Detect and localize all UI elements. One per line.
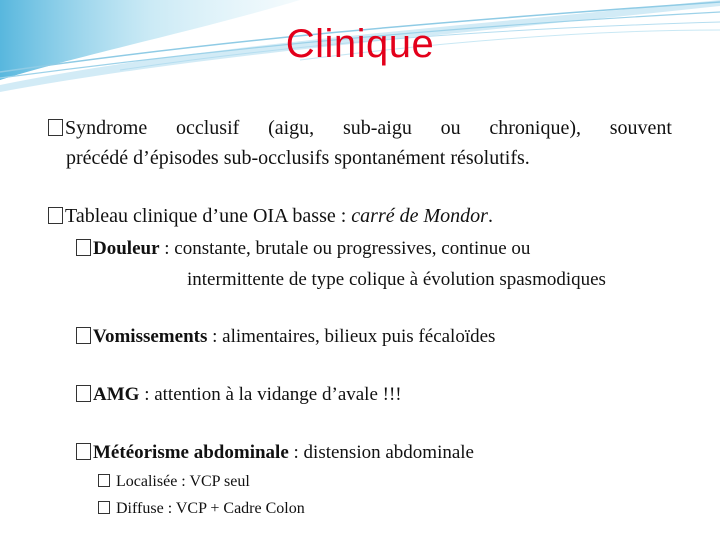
- item-vomissements: Vomissements : alimentaires, bilieux puis fécaloïdes: [76, 321, 676, 352]
- meteorisme-sub-diffuse: Diffuse : VCP + Cadre Colon: [98, 495, 305, 522]
- checkbox-square-icon: [76, 385, 91, 402]
- checkbox-square-icon: [76, 443, 91, 460]
- checkbox-square-icon: [48, 119, 63, 136]
- douleur-line-2: intermittente de type colique à évolution spasmodiques: [187, 269, 606, 290]
- item-meteorisme: Météorisme abdominale : distension abdominale: [76, 437, 676, 468]
- item-douleur: Douleur : constante, brutale ou progressives, continue ou intermittente de type colique à évolution spasmodiques: [76, 233, 676, 295]
- checkbox-square-icon: [98, 474, 110, 487]
- checkbox-square-icon: [98, 501, 110, 514]
- checkbox-square-icon: [48, 207, 63, 224]
- meteorisme-sub-localisee: Localisée : VCP seul: [98, 468, 250, 495]
- syndrome-line-2: précédé d’épisodes sub-occlusifs spontanément résolutifs.: [66, 147, 530, 169]
- paragraph-tableau: Tableau clinique d’une OIA basse : carré de Mondor.: [48, 201, 672, 231]
- slide-title: Clinique: [285, 22, 435, 66]
- checkbox-square-icon: [76, 327, 91, 344]
- item-amg: AMG : attention à la vidange d’avale !!!: [76, 379, 676, 410]
- paragraph-syndrome: [48, 113, 672, 173]
- carre-de-mondor: carré de Mondor: [351, 205, 488, 227]
- checkbox-square-icon: [76, 239, 91, 256]
- syndrome-line-1: Syndrome occlusif (aigu, sub-aigu ou chronique), souvent: [48, 113, 672, 143]
